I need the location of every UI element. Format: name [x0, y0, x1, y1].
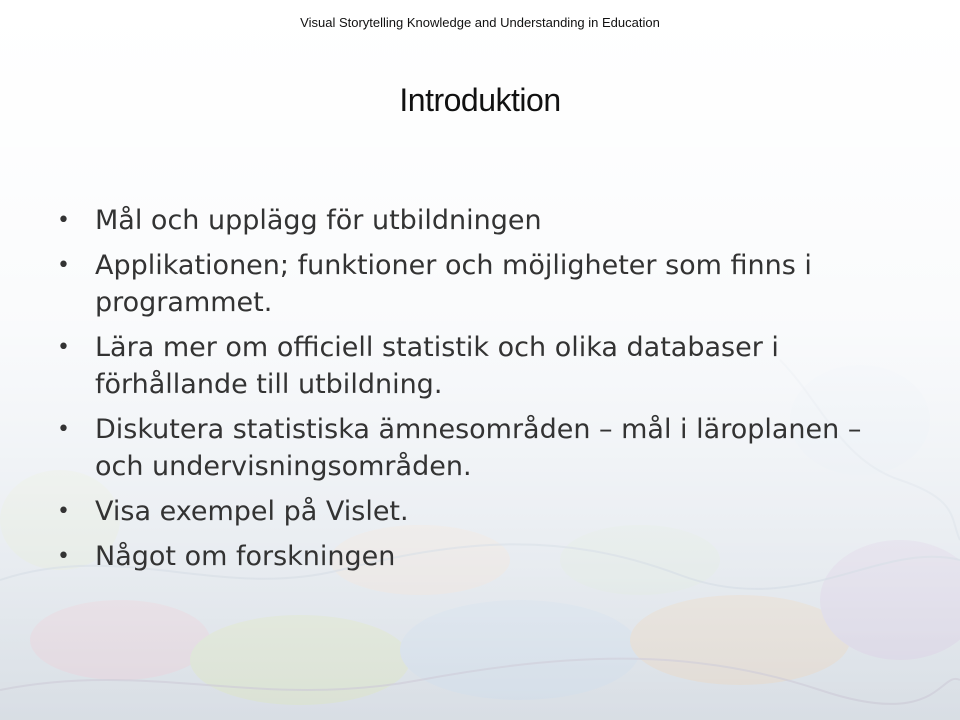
bullet-dot-icon: •: [57, 253, 70, 278]
bullet-text: Något om forskningen: [95, 541, 396, 572]
list-item: [55, 329, 915, 403]
bullet-dot-icon: •: [57, 499, 70, 524]
bullet-text: Applikationen; funktioner och möjligheter som finns i programmet.: [95, 250, 812, 318]
bullet-dot-icon: •: [57, 417, 70, 442]
list-item: [55, 411, 915, 485]
presentation-header: Visual Storytelling Knowledge and Understanding in Education: [300, 15, 660, 30]
bullet-text: Mål och upplägg för utbildningen: [95, 205, 542, 236]
bullet-text: Diskutera statistiska ämnesområden – mål i läroplanen – och undervisningsområden.: [95, 414, 862, 482]
bullet-text: Lära mer om officiell statistik och olika databaser i förhållande till utbildning.: [95, 332, 779, 400]
bullet-dot-icon: •: [57, 544, 70, 569]
bullet-dot-icon: •: [57, 208, 70, 233]
list-item: [55, 538, 915, 575]
list-item: [55, 202, 915, 239]
bullet-text: Visa exempel på Vislet.: [95, 496, 409, 527]
bullet-dot-icon: •: [57, 335, 70, 360]
list-item: [55, 247, 915, 321]
bullet-list: [55, 202, 915, 583]
list-item: [55, 493, 915, 530]
slide-title: Introduktion: [399, 82, 561, 118]
